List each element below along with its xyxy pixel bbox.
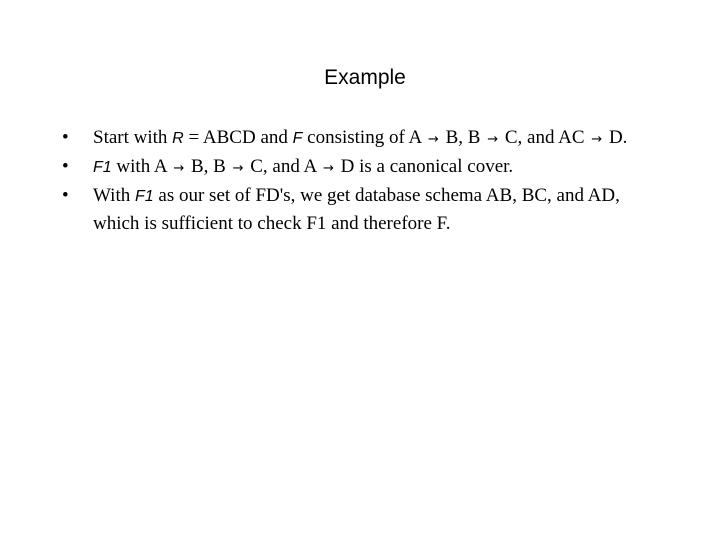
text: Start with — [93, 127, 173, 148]
arrow-icon: → — [427, 132, 439, 147]
text: as our set of FD's, we get database schema AB, BC, and AD, — [153, 185, 620, 206]
text: D is a canonical cover. — [335, 156, 514, 177]
arrow-icon: → — [591, 132, 603, 147]
arrow-icon: → — [322, 161, 334, 176]
text: consisting of A — [302, 127, 426, 148]
text: with A — [111, 156, 172, 177]
bullet-continuation-line: which is sufficient to check F1 and therefore F. — [93, 213, 451, 234]
variable-r: R — [172, 130, 184, 147]
bullet-item-1 — [59, 124, 699, 153]
text: B, B — [186, 156, 231, 177]
variable-f1: F1 — [134, 188, 154, 205]
text: With — [93, 185, 135, 206]
bullet-icon: • — [62, 185, 69, 206]
bullet-icon: • — [62, 127, 69, 148]
text: C, and A — [245, 156, 321, 177]
text: C, and AC — [500, 127, 590, 148]
variable-f: F — [292, 130, 303, 147]
bullet-item-3 — [59, 182, 699, 237]
variable-f1: F1 — [93, 159, 112, 176]
slide-title: Example — [324, 66, 406, 89]
text: = ABCD and — [183, 127, 293, 148]
arrow-icon: → — [232, 161, 244, 176]
bullet-list — [59, 124, 699, 237]
text: D. — [604, 127, 628, 148]
bullet-icon: • — [62, 156, 69, 177]
text: B, B — [440, 127, 486, 148]
arrow-icon: → — [173, 161, 185, 176]
bullet-item-2 — [59, 153, 699, 182]
arrow-icon: → — [487, 132, 499, 147]
